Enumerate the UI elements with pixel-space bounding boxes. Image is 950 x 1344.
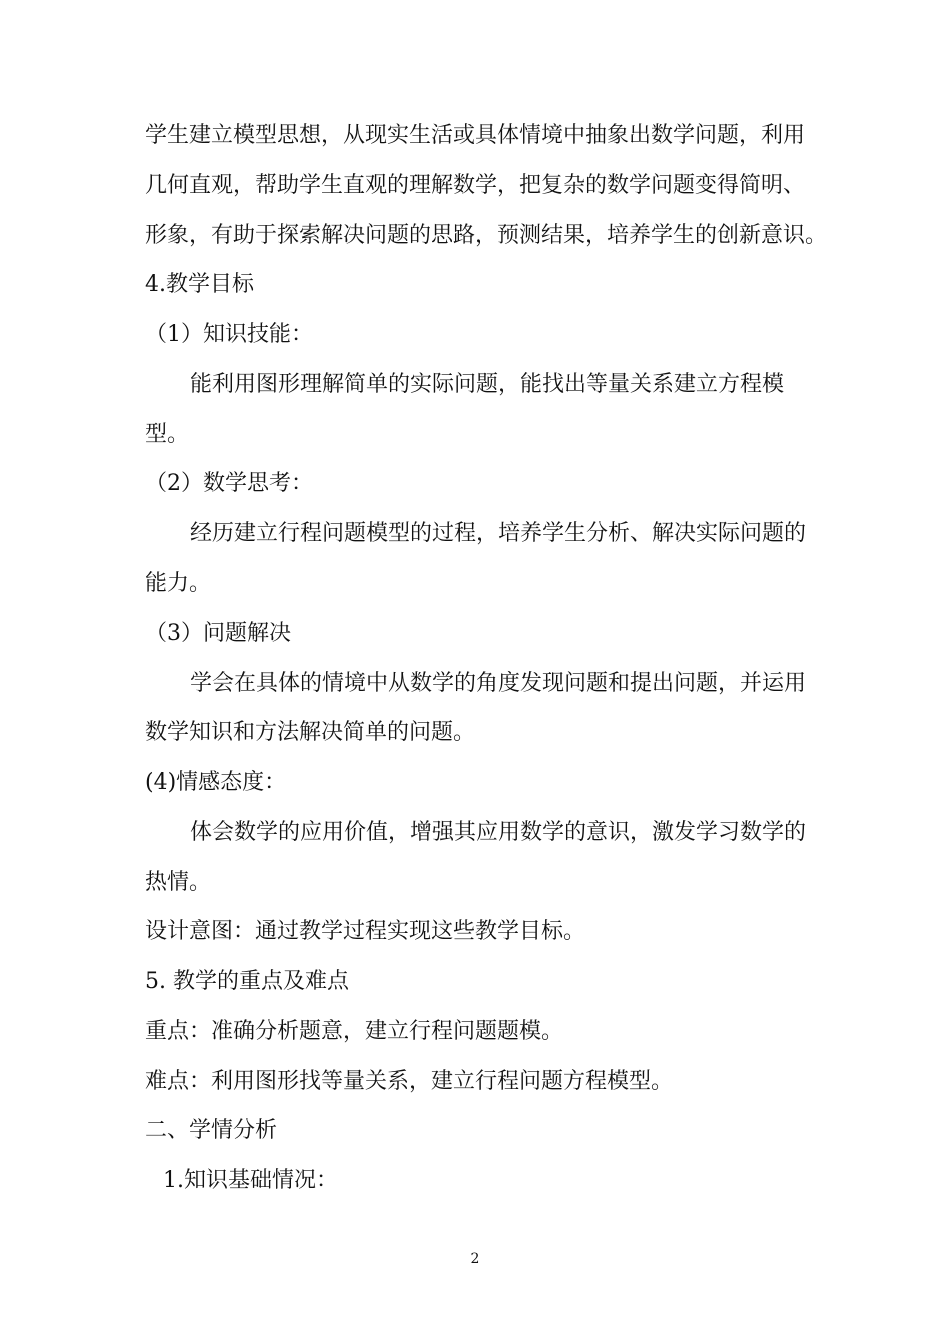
paragraph-line: 形象，有助于探索解决问题的思路，预测结果，培养学生的创新意识。 xyxy=(145,223,828,248)
section-heading: 二、学情分析 xyxy=(145,1118,278,1143)
paragraph-line: 重点：准确分析题意，建立行程问题题模。 xyxy=(145,1019,564,1044)
subsection-heading: (4)情感态度： xyxy=(145,770,287,795)
paragraph-line: 数学知识和方法解决简单的问题。 xyxy=(145,720,476,745)
paragraph-line: 难点：利用图形找等量关系，建立行程问题方程模型。 xyxy=(145,1069,674,1094)
paragraph-line: 体会数学的应用价值，增强其应用数学的意识，激发学习数学的 xyxy=(190,820,807,845)
section-heading: 4.教学目标 xyxy=(145,272,254,297)
paragraph-line: 学会在具体的情境中从数学的角度发现问题和提出问题，并运用 xyxy=(190,671,807,696)
subsection-heading: （2）数学思考： xyxy=(145,471,313,496)
paragraph-line: 经历建立行程问题模型的过程，培养学生分析、解决实际问题的 xyxy=(190,521,807,546)
paragraph-line: 热情。 xyxy=(145,870,212,895)
paragraph-line: 型。 xyxy=(145,422,190,447)
subsection-heading: （3）问题解决 xyxy=(145,621,291,646)
paragraph-line: 几何直观，帮助学生直观的理解数学，把复杂的数学问题变得简明、 xyxy=(145,173,806,198)
paragraph-line: 能利用图形理解简单的实际问题，能找出等量关系建立方程模 xyxy=(190,372,785,397)
paragraph-line: 能力。 xyxy=(145,571,212,596)
section-heading: 5. 教学的重点及难点 xyxy=(145,969,349,994)
paragraph-line: 设计意图：通过教学过程实现这些教学目标。 xyxy=(145,919,586,944)
paragraph-line: 学生建立模型思想，从现实生活或具体情境中抽象出数学问题，利用 xyxy=(145,123,806,148)
page-number: 2 xyxy=(470,1251,480,1267)
subsection-heading: （1）知识技能： xyxy=(145,322,313,347)
subsection-heading: 1.知识基础情况： xyxy=(163,1168,338,1193)
